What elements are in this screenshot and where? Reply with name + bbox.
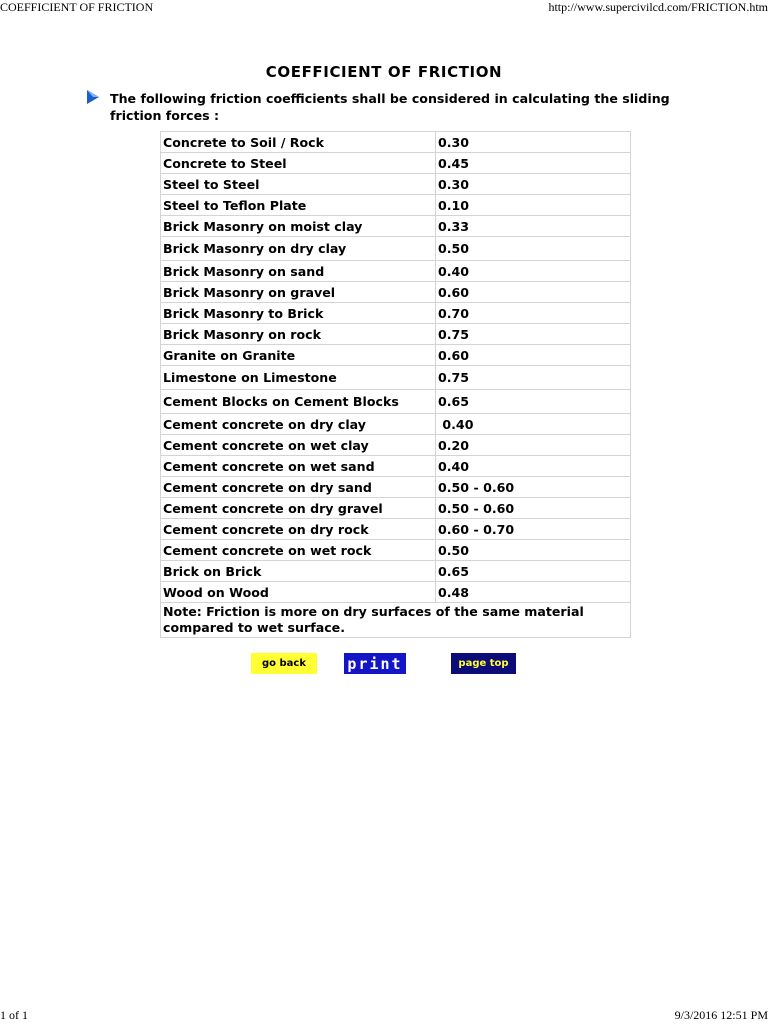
table-row bbox=[161, 216, 631, 237]
coefficient-cell: 0.48 bbox=[436, 582, 631, 603]
table-row bbox=[161, 324, 631, 345]
material-cell: Steel to Steel bbox=[161, 174, 436, 195]
material-cell: Limestone on Limestone bbox=[161, 366, 436, 390]
coefficient-cell: 0.50 - 0.60 bbox=[436, 498, 631, 519]
go-back-button[interactable]: go back bbox=[251, 653, 317, 674]
print-footer bbox=[0, 1008, 768, 1023]
coefficient-cell: 0.50 bbox=[436, 237, 631, 261]
page-title: COEFFICIENT OF FRICTION bbox=[265, 63, 503, 81]
coefficient-cell: 0.60 bbox=[436, 345, 631, 366]
table-row bbox=[161, 174, 631, 195]
coefficient-cell: 0.50 bbox=[436, 540, 631, 561]
coefficient-cell: 0.10 bbox=[436, 195, 631, 216]
material-cell: Brick Masonry on rock bbox=[161, 324, 436, 345]
print-header-title: COEFFICIENT OF FRICTION bbox=[0, 0, 154, 14]
table-row bbox=[161, 195, 631, 216]
coefficient-cell: 0.75 bbox=[436, 366, 631, 390]
blue-arrow-bullet-icon bbox=[87, 90, 99, 104]
material-cell: Concrete to Soil / Rock bbox=[161, 132, 436, 153]
table-row bbox=[161, 561, 631, 582]
material-cell: Cement concrete on wet rock bbox=[161, 540, 436, 561]
material-cell: Steel to Teflon Plate bbox=[161, 195, 436, 216]
print-footer-page: 1 of 1 bbox=[0, 1008, 28, 1022]
table-row bbox=[161, 282, 631, 303]
table-row bbox=[161, 540, 631, 561]
print-header bbox=[0, 0, 768, 15]
table-row bbox=[161, 153, 631, 174]
table-row bbox=[161, 390, 631, 414]
coefficient-cell: 0.65 bbox=[436, 390, 631, 414]
coefficient-cell: 0.30 bbox=[436, 174, 631, 195]
material-cell: Cement concrete on dry sand bbox=[161, 477, 436, 498]
material-cell: Brick Masonry on dry clay bbox=[161, 237, 436, 261]
coefficient-cell: 0.70 bbox=[436, 303, 631, 324]
table-row bbox=[161, 132, 631, 153]
coefficient-cell: 0.40 bbox=[436, 456, 631, 477]
table-row bbox=[161, 519, 631, 540]
table-row bbox=[161, 366, 631, 390]
note-row bbox=[161, 603, 631, 638]
table-row bbox=[161, 477, 631, 498]
material-cell: Brick Masonry on sand bbox=[161, 261, 436, 282]
table-row bbox=[161, 435, 631, 456]
coefficient-cell: 0.65 bbox=[436, 561, 631, 582]
table-row bbox=[161, 237, 631, 261]
coefficient-cell: 0.60 - 0.70 bbox=[436, 519, 631, 540]
table-row bbox=[161, 345, 631, 366]
table-row bbox=[161, 303, 631, 324]
print-footer-datetime: 9/3/2016 12:51 PM bbox=[674, 1008, 768, 1022]
coefficient-cell: 0.30 bbox=[436, 132, 631, 153]
coefficient-cell: 0.40 bbox=[436, 261, 631, 282]
coefficient-cell: 0.75 bbox=[436, 324, 631, 345]
material-cell: Cement concrete on dry gravel bbox=[161, 498, 436, 519]
intro-paragraph bbox=[88, 90, 688, 124]
print-header-url: http://www.supercivilcd.com/FRICTION.htm bbox=[548, 0, 768, 14]
material-cell: Brick on Brick bbox=[161, 561, 436, 582]
table-row bbox=[161, 582, 631, 603]
coefficient-cell: 0.33 bbox=[436, 216, 631, 237]
intro-text: The following friction coefficients shall be considered in calculating the sliding friction forces : bbox=[110, 91, 670, 123]
material-cell: Cement concrete on wet sand bbox=[161, 456, 436, 477]
material-cell: Cement Blocks on Cement Blocks bbox=[161, 390, 436, 414]
material-cell: Concrete to Steel bbox=[161, 153, 436, 174]
material-cell: Cement concrete on dry rock bbox=[161, 519, 436, 540]
table-row bbox=[161, 414, 631, 435]
material-cell: Cement concrete on wet clay bbox=[161, 435, 436, 456]
material-cell: Brick Masonry on moist clay bbox=[161, 216, 436, 237]
coefficient-cell: 0.45 bbox=[436, 153, 631, 174]
coefficient-cell: 0.40 bbox=[436, 414, 631, 435]
material-cell: Brick Masonry on gravel bbox=[161, 282, 436, 303]
page-top-button[interactable]: page top bbox=[451, 653, 516, 674]
table-row bbox=[161, 498, 631, 519]
material-cell: Cement concrete on dry clay bbox=[161, 414, 436, 435]
coefficient-cell: 0.60 bbox=[436, 282, 631, 303]
print-button[interactable]: print bbox=[344, 653, 406, 674]
note-cell: Note: Friction is more on dry surfaces of the same material compared to wet surface. bbox=[161, 603, 631, 638]
friction-table bbox=[160, 131, 631, 638]
coefficient-cell: 0.50 - 0.60 bbox=[436, 477, 631, 498]
table-row bbox=[161, 261, 631, 282]
table-row bbox=[161, 456, 631, 477]
material-cell: Brick Masonry to Brick bbox=[161, 303, 436, 324]
material-cell: Granite on Granite bbox=[161, 345, 436, 366]
coefficient-cell: 0.20 bbox=[436, 435, 631, 456]
material-cell: Wood on Wood bbox=[161, 582, 436, 603]
